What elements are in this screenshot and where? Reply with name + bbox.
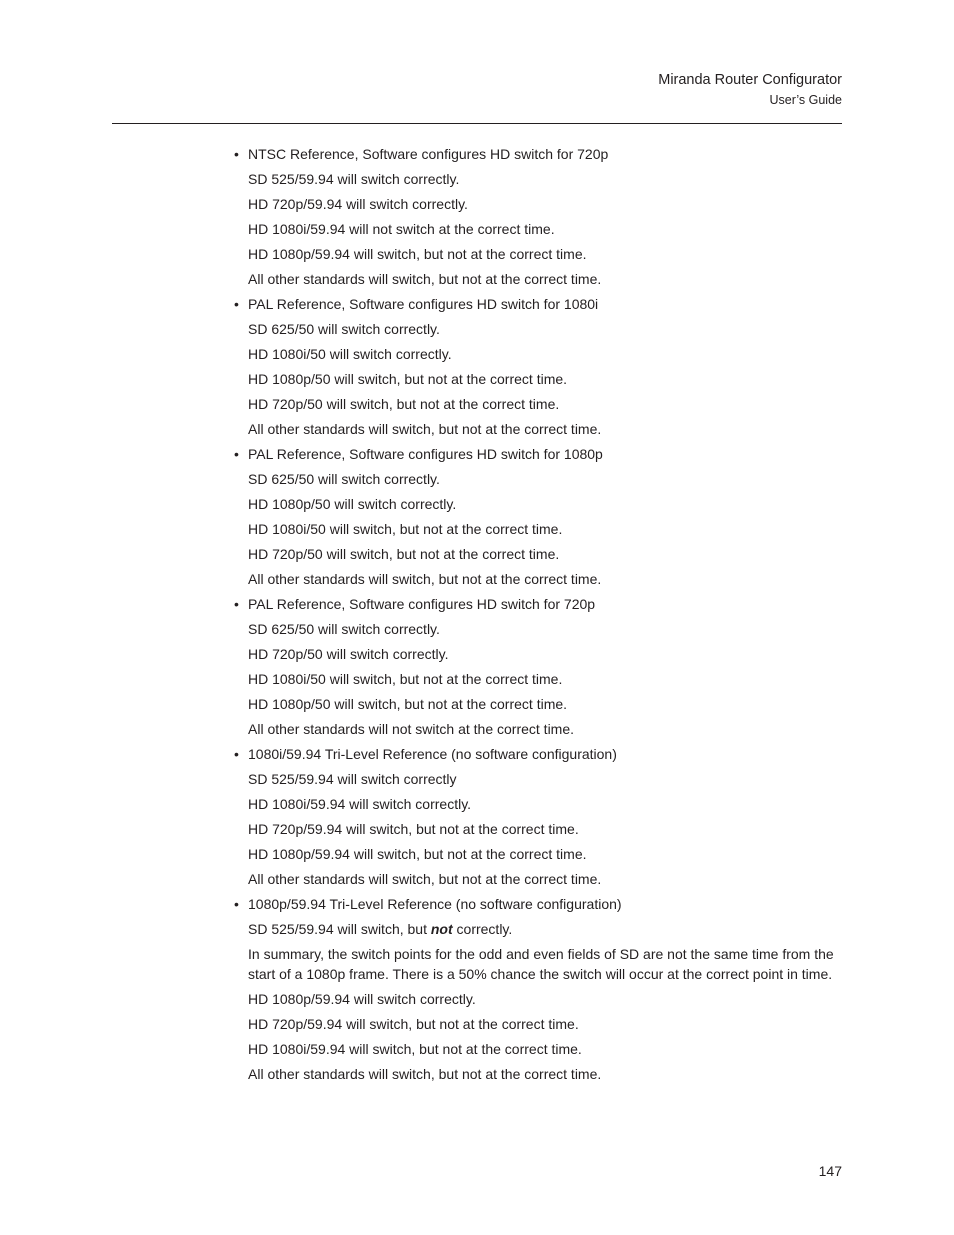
bullet-heading bbox=[234, 294, 842, 314]
result-line: HD 720p/59.94 will switch, but not at the correct time. bbox=[248, 821, 579, 837]
emphasis-text: not bbox=[430, 921, 453, 937]
result-line: HD 1080p/59.94 will switch, but not at the correct time. bbox=[248, 246, 587, 262]
bullet-text: PAL Reference, Software configures HD switch for 1080p bbox=[248, 446, 603, 462]
result-line: HD 1080i/50 will switch, but not at the correct time. bbox=[248, 671, 563, 687]
result-line: HD 720p/50 will switch, but not at the correct time. bbox=[248, 546, 560, 562]
result-line: HD 720p/59.94 will switch, but not at the correct time. bbox=[248, 1016, 579, 1032]
running-header bbox=[658, 70, 842, 109]
result-line: HD 720p/50 will switch, but not at the correct time. bbox=[248, 396, 560, 412]
bullet-heading bbox=[234, 444, 842, 464]
result-line: SD 525/59.94 will switch correctly. bbox=[248, 171, 460, 187]
bullet-heading bbox=[234, 894, 842, 914]
reference-section bbox=[234, 744, 842, 889]
bullet-glyph: • bbox=[234, 146, 239, 162]
result-line: HD 1080p/50 will switch correctly. bbox=[248, 496, 457, 512]
bullet-glyph: • bbox=[234, 746, 239, 762]
bullet-text: PAL Reference, Software configures HD switch for 1080i bbox=[248, 296, 599, 312]
bullet-heading bbox=[234, 594, 842, 614]
result-line: HD 1080i/59.94 will switch, but not at the correct time. bbox=[248, 1041, 582, 1057]
reference-section bbox=[234, 294, 842, 439]
bullet-heading bbox=[234, 144, 842, 164]
result-line: HD 1080i/50 will switch correctly. bbox=[248, 346, 452, 362]
bullet-text: 1080p/59.94 Tri-Level Reference (no software configuration) bbox=[248, 896, 622, 912]
page-number: 147 bbox=[818, 1163, 842, 1179]
result-line: All other standards will switch, but not at the correct time. bbox=[248, 571, 602, 587]
result-line: All other standards will switch, but not at the correct time. bbox=[248, 871, 602, 887]
bullet-text: NTSC Reference, Software configures HD switch for 720p bbox=[248, 146, 609, 162]
result-line: SD 625/50 will switch correctly. bbox=[248, 621, 440, 637]
result-line: HD 720p/50 will switch correctly. bbox=[248, 646, 449, 662]
bullet-heading bbox=[234, 744, 842, 764]
reference-section bbox=[234, 444, 842, 589]
result-line: HD 1080i/50 will switch, but not at the correct time. bbox=[248, 521, 563, 537]
document-subtitle: User’s Guide bbox=[769, 93, 842, 107]
result-line: SD 625/50 will switch correctly. bbox=[248, 471, 440, 487]
summary-paragraph: In summary, the switch points for the odd and even fields of SD are not the same time from the start of a 1080p frame. There is a 50% chance the switch will occur at the correct point in time. bbox=[248, 946, 834, 982]
result-line: HD 1080i/59.94 will switch correctly. bbox=[248, 796, 472, 812]
result-line: All other standards will switch, but not at the correct time. bbox=[248, 271, 602, 287]
result-text-before: SD 525/59.94 will switch, but bbox=[248, 921, 431, 937]
result-line: HD 1080p/50 will switch, but not at the correct time. bbox=[248, 371, 568, 387]
result-line: HD 1080p/59.94 will switch correctly. bbox=[248, 991, 476, 1007]
result-line: HD 1080p/59.94 will switch, but not at the correct time. bbox=[248, 846, 587, 862]
header-rule bbox=[112, 123, 842, 124]
result-line: HD 1080i/59.94 will not switch at the correct time. bbox=[248, 221, 555, 237]
result-line: HD 720p/59.94 will switch correctly. bbox=[248, 196, 468, 212]
result-line: All other standards will not switch at the correct time. bbox=[248, 721, 575, 737]
bullet-text: 1080i/59.94 Tri-Level Reference (no software configuration) bbox=[248, 746, 617, 762]
bullet-glyph: • bbox=[234, 596, 239, 612]
result-line: All other standards will switch, but not at the correct time. bbox=[248, 421, 602, 437]
reference-section bbox=[234, 594, 842, 739]
result-line: SD 525/59.94 will switch correctly bbox=[248, 771, 457, 787]
page-body bbox=[234, 144, 842, 1089]
bullet-glyph: • bbox=[234, 446, 239, 462]
bullet-text: PAL Reference, Software configures HD switch for 720p bbox=[248, 596, 596, 612]
result-line bbox=[248, 919, 842, 939]
reference-section bbox=[234, 894, 842, 1084]
result-line: All other standards will switch, but not at the correct time. bbox=[248, 1066, 602, 1082]
document-title: Miranda Router Configurator bbox=[658, 72, 842, 88]
bullet-glyph: • bbox=[234, 896, 239, 912]
result-text-after: correctly. bbox=[452, 921, 513, 937]
reference-section bbox=[234, 144, 842, 289]
bullet-glyph: • bbox=[234, 296, 239, 312]
result-line: SD 625/50 will switch correctly. bbox=[248, 321, 440, 337]
result-line: HD 1080p/50 will switch, but not at the correct time. bbox=[248, 696, 568, 712]
